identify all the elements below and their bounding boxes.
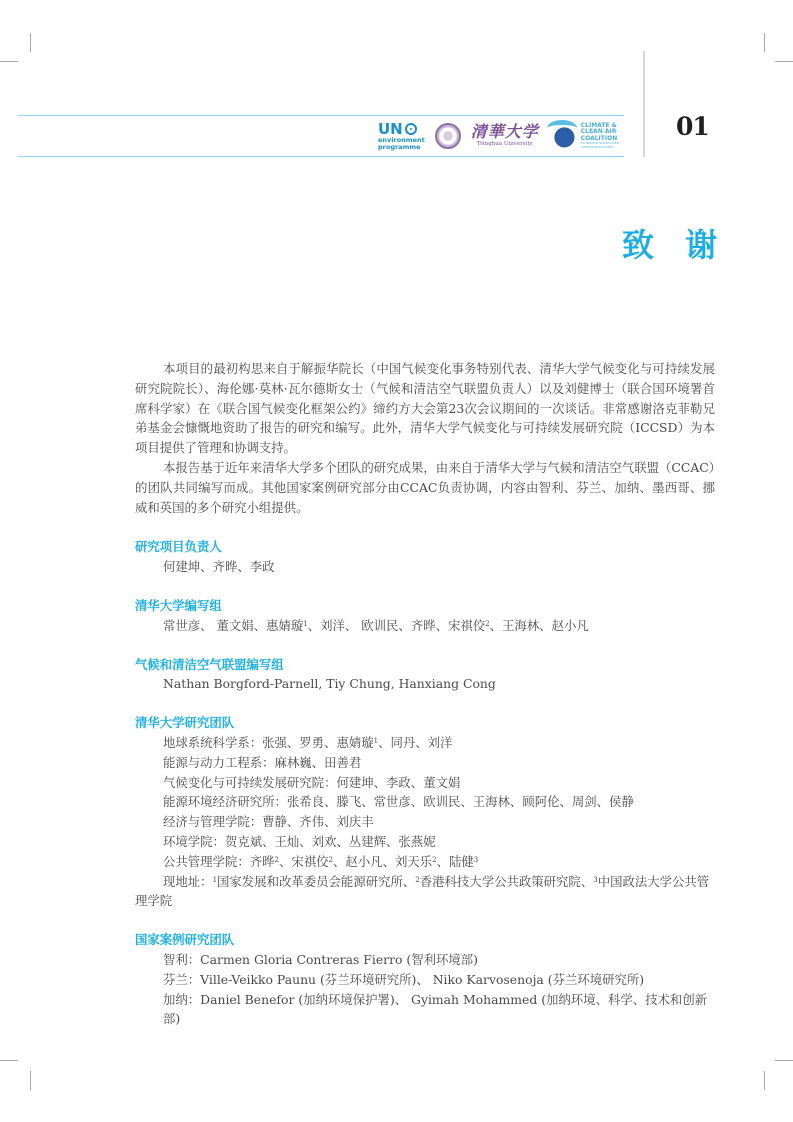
country-line-ghana: 加纳：Daniel Benefor (加纳环境保护署)、 Gyimah Mohammed (加纳环境、科学、技术和创新部) [163, 991, 708, 1027]
ccac-globe-icon [549, 122, 577, 150]
footnote-marker: 2 [328, 855, 334, 864]
chapter-number: 01 [676, 112, 709, 141]
section-tsinghua-research [135, 713, 715, 911]
section-project-leads [135, 537, 715, 577]
header-divider [643, 51, 645, 157]
footnote-marker: 2 [432, 855, 437, 864]
un-emblem-icon [405, 123, 417, 135]
un-environment-logo [378, 119, 425, 151]
crop-mark-top-left-horizontal [0, 61, 18, 62]
section-line: 何建坤、齐晔、李政 [163, 559, 275, 575]
section-line [135, 616, 715, 636]
text: 常世彦、 董文娟、惠婧璇 [163, 617, 304, 633]
header-bottom-rule [18, 156, 624, 157]
section-line: Nathan Borgford-Parnell, Tiy Chung, Hanxiang Cong [163, 676, 496, 692]
research-line-spp [135, 852, 715, 872]
text: 国家发展和改革委员会能源研究所、 [217, 873, 416, 889]
footnote-marker: 2 [415, 875, 420, 884]
section-heading: 气候和清洁空气联盟编写组 [135, 656, 284, 672]
ccac-line1: CLIMATE & [580, 121, 617, 129]
crop-mark-bottom-left-vertical [30, 1071, 31, 1090]
research-line-iccsd: 气候变化与可持续发展研究院：何建坤、李政、董文娟 [163, 774, 461, 790]
text: 公共管理学院：齐晔 [163, 853, 275, 869]
text: 、宋祺佼 [278, 853, 329, 869]
section-heading: 清华大学研究团队 [135, 715, 235, 731]
research-line-env: 环境学院：贺克斌、王灿、刘欢、丛建辉、张燕妮 [163, 833, 436, 849]
text: 现地址： [163, 873, 213, 889]
text: 中国政法大学公共管理学院 [135, 873, 710, 909]
text: 香港科技大学公共政策研究院、 [419, 873, 594, 889]
tsinghua-logo [471, 124, 539, 148]
section-ccac-writing [135, 655, 715, 695]
partner-logos [378, 117, 619, 155]
research-line-earth [135, 733, 715, 753]
ccac-logo [549, 122, 619, 150]
crop-mark-bottom-right-vertical [764, 1071, 765, 1090]
footnote-marker: 1 [373, 736, 379, 745]
text: 地球系统科学系：张强、罗勇、惠婧璇 [163, 734, 374, 750]
crop-mark-top-right-horizontal [775, 61, 793, 62]
ccac-line2: CLEAN AIR [580, 128, 617, 136]
section-heading: 国家案例研究团队 [135, 932, 235, 948]
page-title: 致 谢 [622, 226, 728, 264]
footnote-marker: 3 [473, 855, 479, 864]
research-line-sem: 经济与管理学院：曹静、齐伟、刘庆丰 [163, 814, 374, 830]
intro-paragraph-2: 本报告基于近年来清华大学多个团队的研究成果，由来自于清华大学与气候和清洁空气联盟（CCAC）的团队共同编写而成。其他国家案例研究部分由CCAC负责协调，内容由智利、芬兰、加纳、墨西哥、挪威和英国的多个研究小组提供。 [135, 459, 715, 515]
tsinghua-en: Tsinghua University [476, 141, 533, 148]
section-tsinghua-writing [135, 596, 715, 636]
un-line1: environment [378, 135, 425, 144]
acknowledgements-body [135, 359, 715, 1029]
crop-mark-bottom-right-horizontal [775, 1060, 793, 1061]
header-top-rule [18, 115, 624, 116]
crop-mark-top-left-vertical [30, 33, 31, 52]
research-line-address [135, 872, 715, 912]
footnote-marker: 2 [485, 619, 490, 628]
footnote-marker: 2 [274, 855, 279, 864]
ccac-tagline2: CLIMATE POLLUTANTS [580, 144, 614, 149]
un-text: UN [378, 119, 403, 138]
text: 、王海林、赵小凡 [489, 617, 589, 633]
text: 、赵小凡、刘天乐 [333, 853, 433, 869]
intro-paragraph-1: 本项目的最初构思来自于解振华院长（中国气候变化事务特别代表、清华大学气候变化与可持续发展研究院院长）、海伦娜·莫林·瓦尔德斯女士（气候和清洁空气联盟负责人）以及刘健博士（联合国环境署首席科学家）在《联合国气候变化框架公约》缔约方大会第23次会议期间的一次谈话。非常感谢洛克菲勒兄弟基金会慷慨地资助了报告的研究和编写。此外，清华大学气候变化与可持续发展研究院（ICCSD）为本项目提供了管理和协调支持。 [135, 361, 715, 456]
ccac-tagline1: TO REDUCE SHORT-LIVED [580, 141, 620, 146]
research-line-3e: 能源环境经济研究所：张希良、滕飞、常世彦、欧训民、王海林、顾阿伦、周剑、侯静 [163, 794, 634, 810]
text: 、陆健 [436, 853, 474, 869]
footnote-marker: 1 [212, 875, 218, 884]
section-heading: 清华大学编写组 [135, 597, 222, 613]
ccac-line3: COALITION [580, 134, 618, 142]
text: 、同丹、刘洋 [378, 734, 453, 750]
research-line-energy: 能源与动力工程系：麻林巍、田善君 [163, 754, 362, 770]
section-country-cases [135, 930, 715, 1029]
footnote-marker: 1 [303, 619, 308, 628]
un-line2: programme [378, 142, 421, 151]
tsinghua-cn: 清華大学 [470, 122, 539, 142]
crop-mark-bottom-left-horizontal [0, 1060, 18, 1061]
country-line-chile: 智利：Carmen Gloria Contreras Fierro (智利环境部) [163, 951, 479, 967]
tsinghua-seal-icon [435, 123, 461, 149]
crop-mark-top-right-vertical [764, 33, 765, 52]
text: 、刘洋、 欧训民、齐晔、宋祺佼 [307, 617, 486, 633]
section-heading: 研究项目负责人 [135, 539, 222, 555]
footnote-marker: 3 [593, 875, 598, 884]
country-line-finland: 芬兰：Ville-Veikko Paunu (芬兰环境研究所)、 Niko Karvosenoja (芬兰环境研究所) [163, 971, 645, 987]
